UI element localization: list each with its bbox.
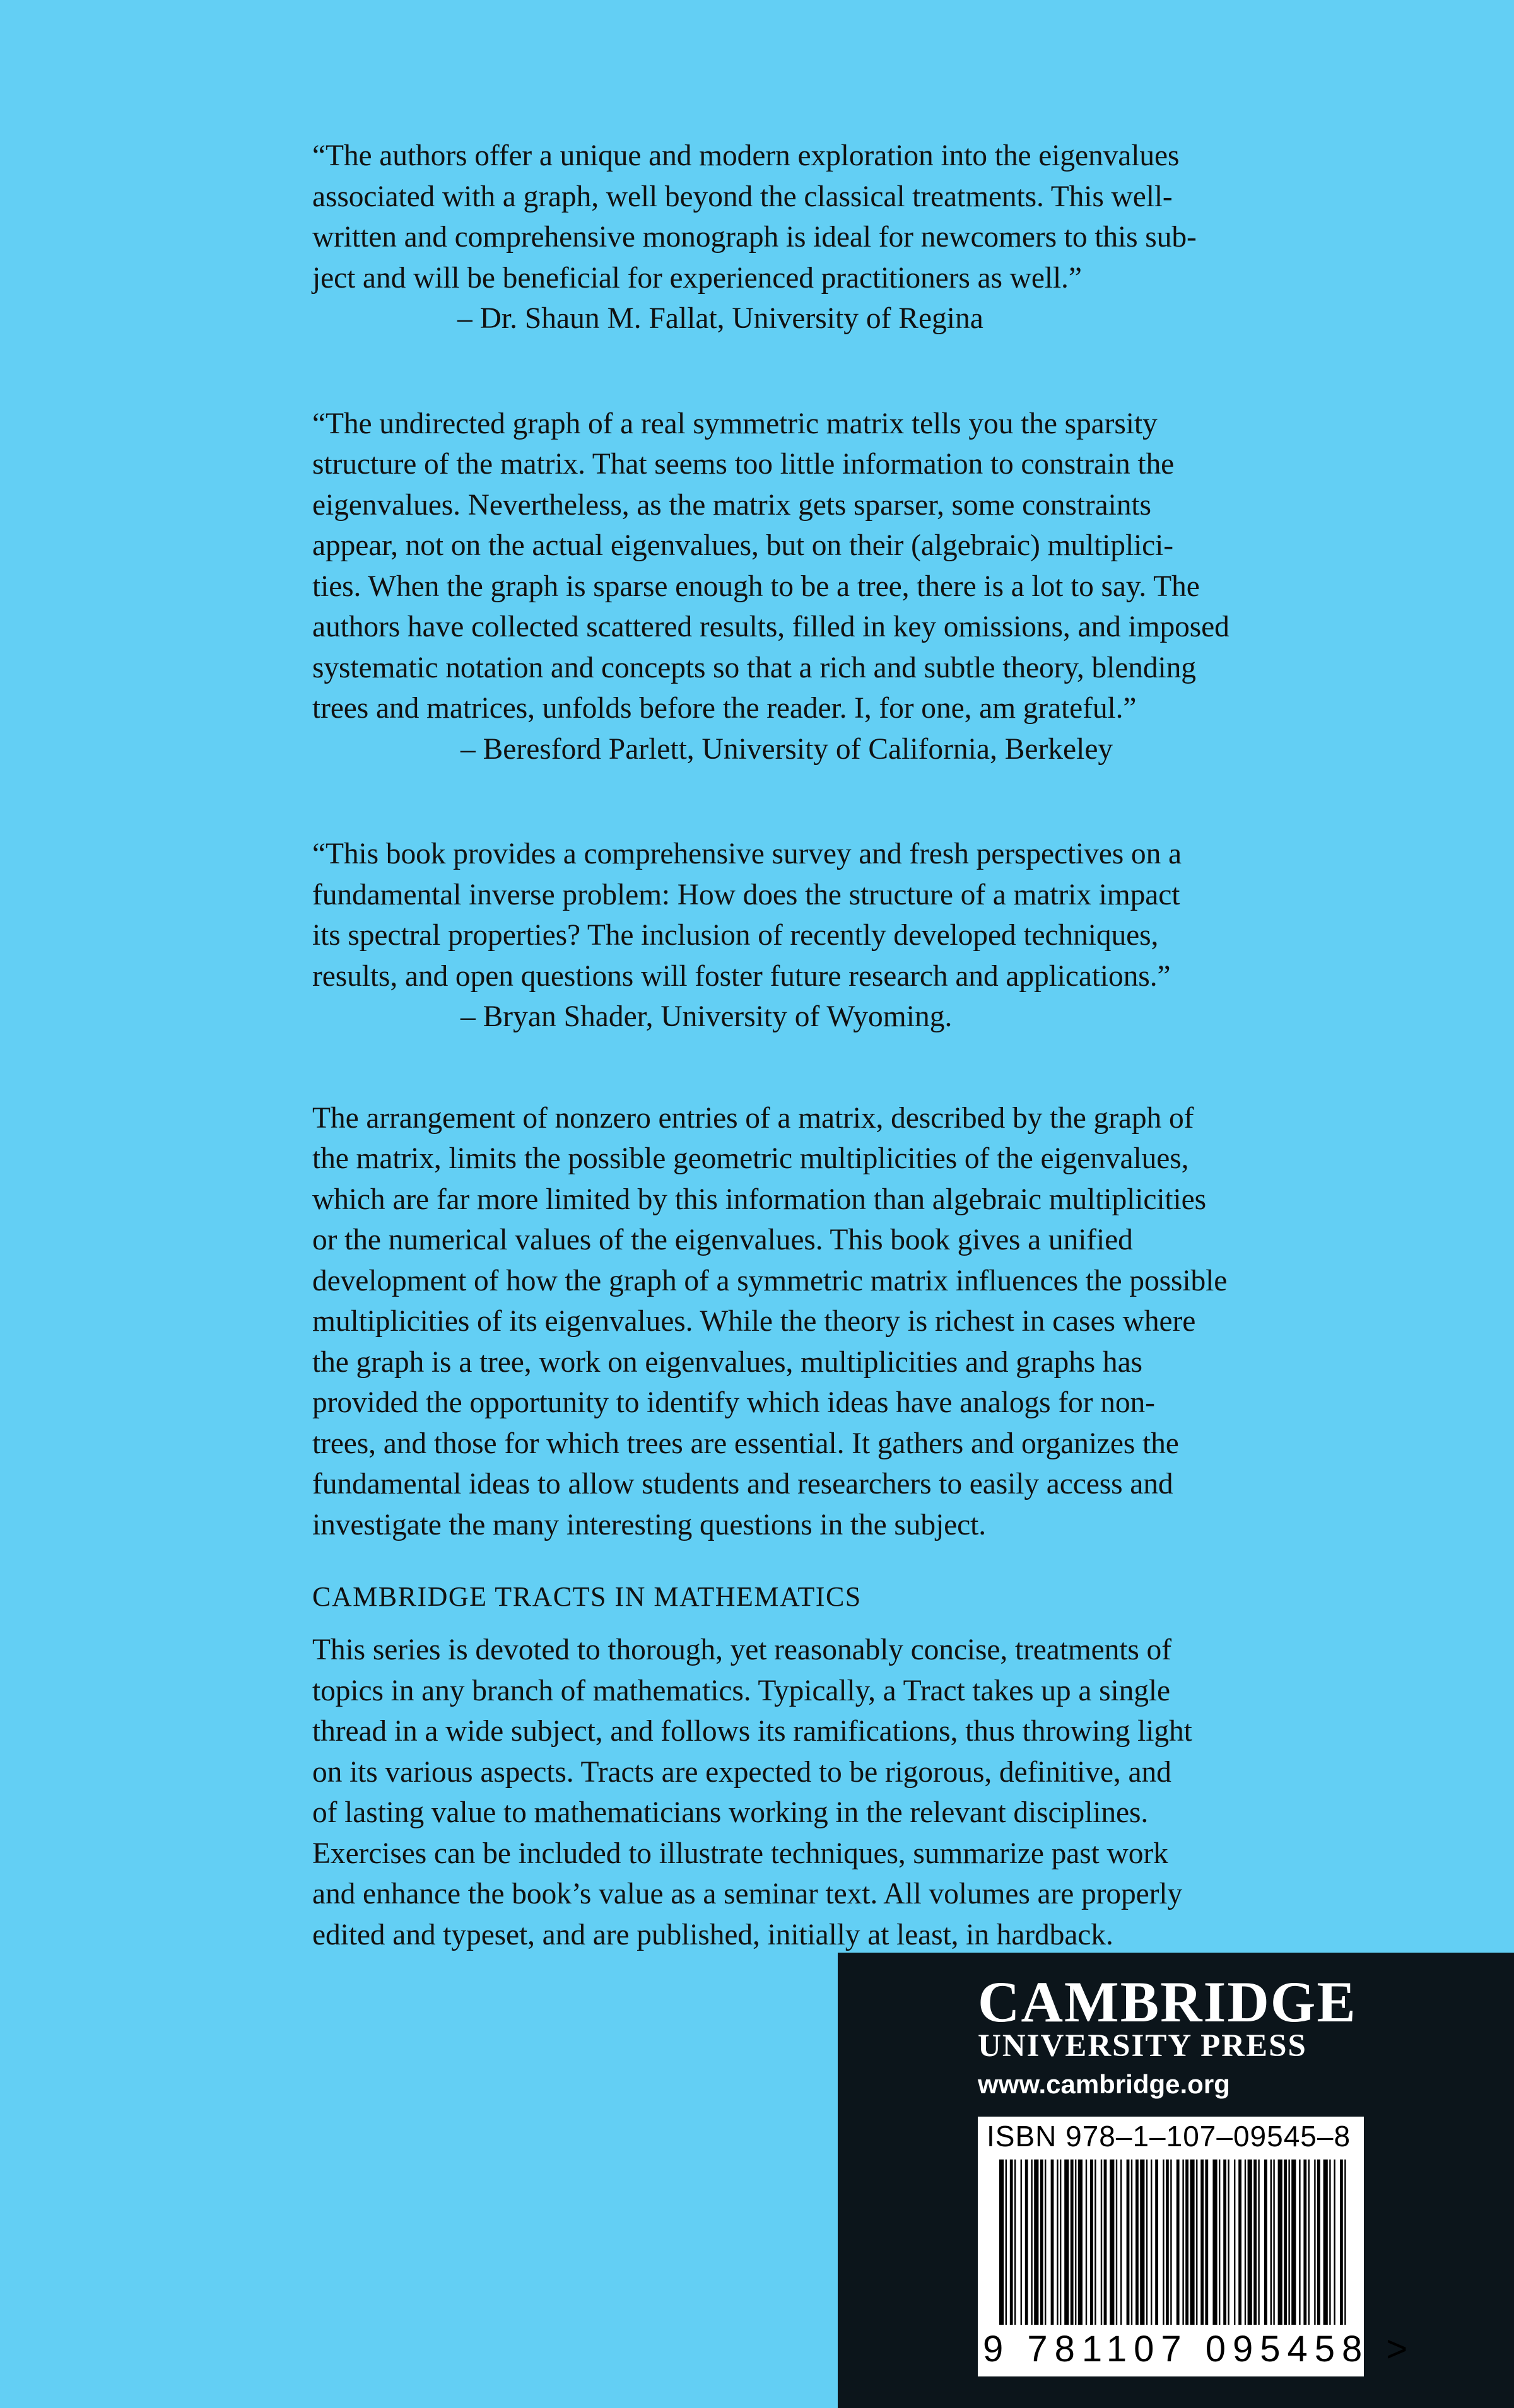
publisher-logo-subname: UNIVERSITY PRESS — [978, 2028, 1307, 2064]
barcode-bar — [1057, 2160, 1058, 2325]
barcode-bar — [1127, 2160, 1130, 2325]
series-line: of lasting value to mathematicians working in the relevant disciplines. — [312, 1796, 1149, 1829]
barcode-bar — [1212, 2160, 1217, 2325]
barcode-bar — [1308, 2160, 1310, 2325]
quote-line: “The undirected graph of a real symmetric matrix tells you the sparsity — [312, 407, 1158, 440]
barcode-bar — [1086, 2160, 1087, 2325]
barcode-bar — [1205, 2160, 1208, 2325]
barcode-bar — [1238, 2160, 1241, 2325]
barcode-bar — [1140, 2160, 1144, 2325]
description-line: development of how the graph of a symmetric matrix influences the possible — [312, 1264, 1228, 1297]
barcode-digits: 9 781107 095458 > — [983, 2329, 1415, 2370]
barcode-bar — [1323, 2160, 1328, 2325]
quote-attribution: – Dr. Shaun M. Fallat, University of Regina — [457, 302, 983, 335]
barcode-bar — [1006, 2160, 1007, 2325]
description-line: which are far more limited by this information than algebraic multiplicities — [312, 1183, 1206, 1216]
barcode-bar — [1034, 2160, 1038, 2325]
barcode-bar — [1031, 2160, 1032, 2325]
barcode-bar — [1060, 2160, 1061, 2325]
quote-shader — [312, 834, 1347, 1037]
barcode-bar — [1104, 2160, 1107, 2325]
quote-line: results, and open questions will foster future research and applications.” — [312, 959, 1171, 993]
barcode-bar — [1219, 2160, 1220, 2325]
barcode-bar — [1110, 2160, 1114, 2325]
barcode-bar — [999, 2160, 1004, 2325]
barcode-bar — [1270, 2160, 1272, 2325]
barcode-bar — [1299, 2160, 1300, 2325]
barcode-bar — [1344, 2160, 1346, 2325]
barcode-bar — [1245, 2160, 1246, 2325]
barcode-bar — [1185, 2160, 1188, 2325]
barcode-bar — [1284, 2160, 1287, 2325]
publisher-url: www.cambridge.org — [978, 2069, 1230, 2099]
barcode-bar — [1303, 2160, 1306, 2325]
barcode-bar — [1136, 2160, 1139, 2325]
quote-line: appear, not on the actual eigenvalues, but on their (algebraic) multiplici- — [312, 529, 1173, 562]
barcode-bar — [1170, 2160, 1171, 2325]
quote-parlett — [312, 404, 1347, 770]
barcode-bar — [1014, 2160, 1016, 2325]
barcode-bar — [1264, 2160, 1267, 2325]
barcode-bar — [1146, 2160, 1147, 2325]
barcode-bar — [1025, 2160, 1028, 2325]
series-line: and enhance the book’s value as a seminar text. All volumes are properly — [312, 1878, 1183, 1910]
quote-line: ties. When the graph is sparse enough to be a tree, there is a lot to say. The — [312, 570, 1200, 603]
quote-line: authors have collected scattered results, filled in key omissions, and imposed — [312, 611, 1229, 643]
quote-line: “The authors offer a unique and modern exploration into the eigenvalues — [312, 139, 1180, 172]
barcode-bar — [1131, 2160, 1132, 2325]
barcode-box — [978, 2117, 1415, 2376]
description-line: fundamental ideas to allow students and researchers to easily access and — [312, 1468, 1173, 1500]
barcode-bar — [1288, 2160, 1289, 2325]
barcode-bar — [1045, 2160, 1046, 2325]
barcode-bar — [1166, 2160, 1169, 2325]
barcode-bar — [1116, 2160, 1117, 2325]
quote-line: eigenvalues. Nevertheless, as the matrix gets sparser, some constraints — [312, 488, 1151, 522]
barcode-bar — [1317, 2160, 1320, 2325]
barcode-bar — [1071, 2160, 1074, 2325]
description-line: the matrix, limits the possible geometric multiplicities of the eigenvalues, — [312, 1142, 1189, 1175]
publisher-logo-name: CAMBRIDGE — [978, 1970, 1357, 2034]
barcode-bar — [1329, 2160, 1330, 2325]
quote-line: associated with a graph, well beyond the classical treatments. This well- — [312, 180, 1173, 213]
quote-line: written and comprehensive monograph is ideal for newcomers to this sub- — [312, 221, 1197, 254]
series-line: thread in a wide subject, and follows its ramifications, thus throwing light — [312, 1715, 1192, 1748]
barcode-bar — [1200, 2160, 1204, 2325]
barcode-bar — [1278, 2160, 1282, 2325]
description-line: trees, and those for which trees are essential. It gathers and organizes the — [312, 1427, 1179, 1460]
barcode-bar — [1291, 2160, 1296, 2325]
series-line: topics in any branch of mathematics. Typically, a Tract takes up a single — [312, 1674, 1170, 1707]
barcode-bar — [1064, 2160, 1069, 2325]
quote-line: its spectral properties? The inclusion of recently developed techniques, — [312, 919, 1159, 952]
description-line: investigate the many interesting questions in the subject. — [312, 1508, 987, 1541]
barcode-bar — [1021, 2160, 1022, 2325]
quote-attribution: – Bryan Shader, University of Wyoming. — [461, 1000, 953, 1033]
barcode-bar — [1196, 2160, 1197, 2325]
book-description — [312, 1098, 1347, 1546]
barcode-bar — [1223, 2160, 1226, 2325]
barcode-bar — [1340, 2160, 1343, 2325]
barcode-bar — [1101, 2160, 1102, 2325]
barcode-bar — [1051, 2160, 1054, 2325]
barcode-bar — [1094, 2160, 1096, 2325]
series-title: CAMBRIDGE TRACTS IN MATHEMATICS — [312, 1581, 862, 1612]
barcode-bar — [1234, 2160, 1235, 2325]
barcode-bar — [1177, 2160, 1180, 2325]
publisher-panel — [838, 1953, 1514, 2408]
barcode-bar — [1090, 2160, 1093, 2325]
quote-attribution: – Beresford Parlett, University of California, Berkeley — [461, 732, 1113, 766]
barcode-bar — [1120, 2160, 1122, 2325]
quote-line: trees and matrices, unfolds before the reader. I, for one, am grateful.” — [312, 692, 1137, 725]
quote-fallat — [312, 136, 1347, 339]
series-description — [312, 1630, 1347, 1955]
barcode-bar — [1078, 2160, 1083, 2325]
quote-line: structure of the matrix. That seems too little information to constrain the — [312, 448, 1175, 481]
series-line: on its various aspects. Tracts are expected to be rigorous, definitive, and — [312, 1755, 1171, 1789]
description-line: the graph is a tree, work on eigenvalues, multiplicities and graphs has — [312, 1345, 1142, 1379]
back-cover-text — [312, 136, 1347, 1955]
quote-line: fundamental inverse problem: How does the structure of a matrix impact — [312, 878, 1180, 911]
barcode-bar — [1253, 2160, 1257, 2325]
barcode-bar — [1182, 2160, 1183, 2325]
description-line: The arrangement of nonzero entries of a matrix, described by the graph of — [312, 1101, 1194, 1135]
description-line: or the numerical values of the eigenvalues. This book gives a unified — [312, 1224, 1133, 1256]
description-line: multiplicities of its eigenvalues. While the theory is richest in cases where — [312, 1305, 1196, 1338]
series-line: This series is devoted to thorough, yet reasonably concise, treatments of — [312, 1634, 1171, 1666]
barcode-bar — [1190, 2160, 1194, 2325]
barcode-bar — [1314, 2160, 1315, 2325]
quote-line: “This book provides a comprehensive survey and fresh perspectives on a — [312, 838, 1182, 870]
barcode-bar — [1151, 2160, 1152, 2325]
barcode-bar — [1228, 2160, 1229, 2325]
barcode-bar — [1163, 2160, 1164, 2325]
isbn-label: ISBN 978–1–107–09545–8 — [987, 2120, 1351, 2153]
barcode-bar — [1155, 2160, 1158, 2325]
barcode-bar — [1040, 2160, 1043, 2325]
barcode-bar — [1273, 2160, 1274, 2325]
quote-line: ject and will be beneficial for experienced practitioners as well.” — [312, 261, 1082, 295]
series-line: Exercises can be included to illustrate techniques, summarize past work — [312, 1837, 1168, 1870]
series-line: edited and typeset, and are published, initially at least, in hardback. — [312, 1918, 1113, 1951]
barcode-graphic — [987, 2160, 1355, 2330]
barcode-bar — [1075, 2160, 1076, 2325]
barcode-bar — [1334, 2160, 1335, 2325]
quote-line: systematic notation and concepts so that a rich and subtle theory, blending — [312, 651, 1196, 684]
barcode-bar — [1010, 2160, 1013, 2325]
barcode-bar — [1258, 2160, 1259, 2325]
barcode-bar — [1248, 2160, 1252, 2325]
description-line: provided the opportunity to identify which ideas have analogs for non- — [312, 1386, 1155, 1419]
